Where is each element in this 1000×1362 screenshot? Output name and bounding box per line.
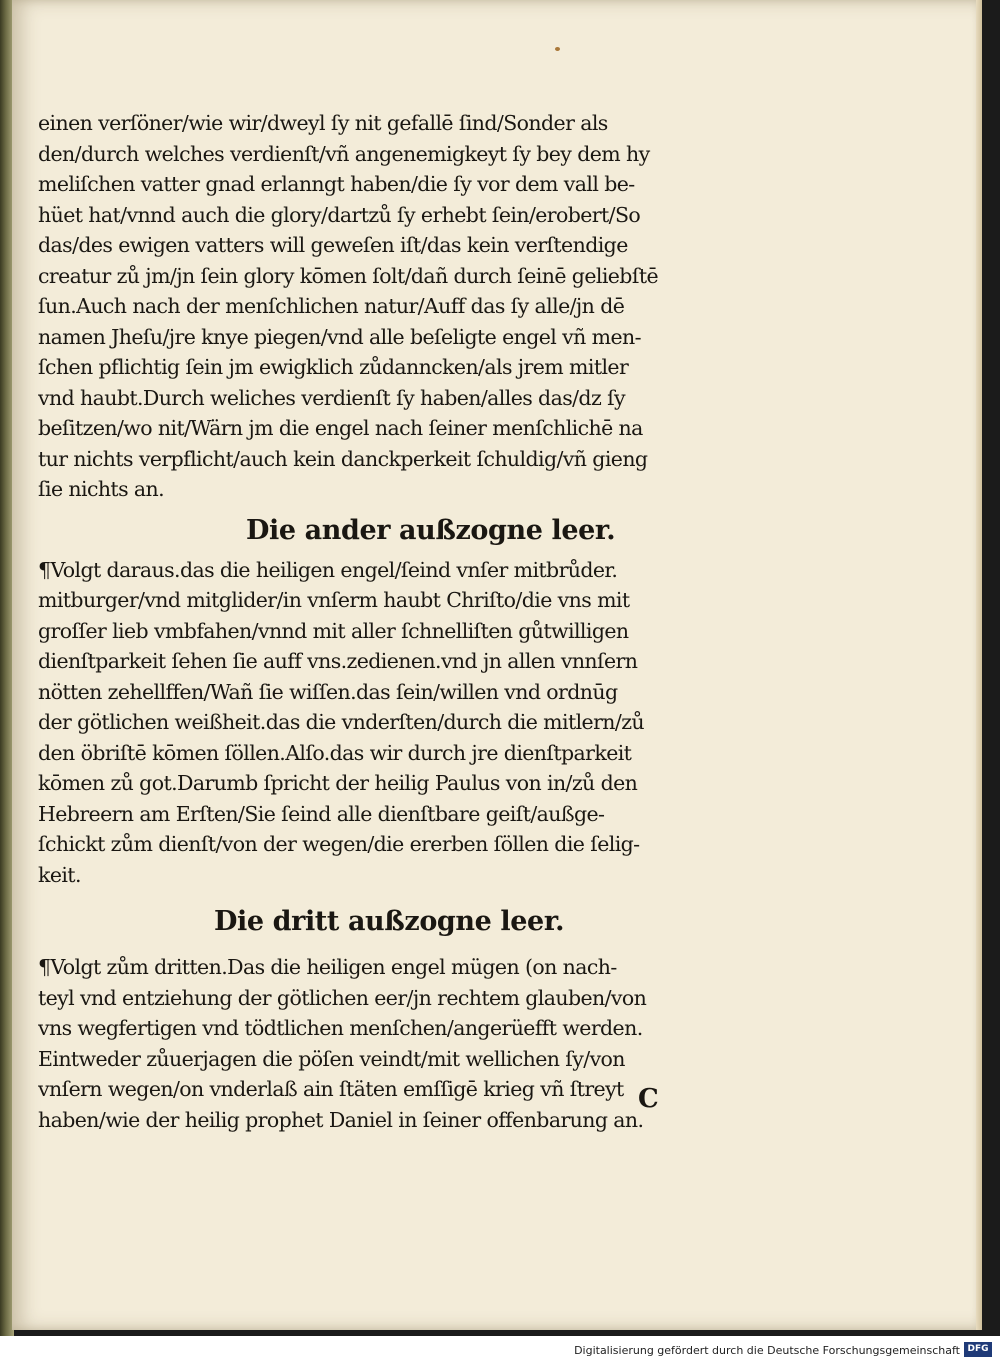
paragraph-3 xyxy=(38,952,738,1135)
ink-spot xyxy=(555,47,560,51)
text-line: Hebreern am Erſten/Sie ſeind alle dienſtbare geiſt/außge- xyxy=(38,801,605,826)
text-line: Eintweder zůuerjagen die pöſen veindt/mit wellichen ſy/von xyxy=(38,1046,625,1071)
footer-bar xyxy=(0,1336,1000,1362)
text-line: mitburger/vnd mitglider/in vnſerm haubt Chriſto/die vns mit xyxy=(38,588,630,612)
text-line: einen verſöner/wie wir/dweyl ſy nit gefallē ſind/Sonder als xyxy=(38,111,608,135)
text-line: ſchen pflichtig ſein jm ewigklich zůdanncken/als jrem mitler xyxy=(38,355,629,379)
section-heading-3: Die dritt außzogne leer. xyxy=(214,906,565,937)
section-heading-2: Die ander außzogne leer. xyxy=(246,514,616,546)
text-line: ſun.Auch nach der menſchlichen natur/Auff das ſy alle/jn dē xyxy=(38,294,625,318)
text-line: keit. xyxy=(38,862,81,887)
dfg-logo: DFG xyxy=(964,1342,992,1357)
catchword: C xyxy=(638,1084,659,1114)
funding-notice: Digitalisierung gefördert durch die Deutsche Forschungsgemeinschaft xyxy=(574,1344,960,1357)
text-line: ¶Volgt zům dritten.Das die heiligen engel mügen (on nach- xyxy=(38,955,617,979)
text-line: beſitzen/wo nit/Wärn jm die engel nach ſeiner menſchlichē na xyxy=(38,416,643,440)
paragraph-1 xyxy=(38,108,738,505)
text-line: vnſern wegen/on vnderlaß ain ſtäten emſſigē krieg vñ ſtreyt xyxy=(38,1077,624,1101)
text-line: vnd haubt.Durch weliches verdienſt ſy haben/alles das/dz ſy xyxy=(38,385,626,410)
text-line: tur nichts verpflicht/auch kein danckperkeit ſchuldig/vñ gieng xyxy=(38,446,648,471)
text-line: ¶Volgt daraus.das die heiligen engel/ſeind vnſer mitbrůder. xyxy=(38,557,618,582)
text-line: creatur zů jm/jn ſein glory kōmen ſolt/dañ durch ſeinē geliebſtē xyxy=(38,263,658,288)
text-line: das/des ewigen vatters will geweſen iſt/das kein verſtendige xyxy=(38,233,628,257)
text-line: dienſtparkeit ſehen ſie auff vns.zedienen.vnd jn allen vnnſern xyxy=(38,649,638,673)
book-page xyxy=(12,0,982,1330)
text-line: namen Jheſu/jre knye piegen/vnd alle beſeligte engel vñ men- xyxy=(38,324,641,349)
text-line: den öbriſtē kōmen ſöllen.Alſo.das wir durch jre dienſtparkeit xyxy=(38,740,632,765)
text-line: meliſchen vatter gnad erlanngt haben/die ſy vor dem vall be- xyxy=(38,172,635,196)
page-edge xyxy=(976,0,982,1330)
paragraph-2 xyxy=(38,555,738,891)
text-line: haben/wie der heilig prophet Daniel in ſeiner offenbarung an. xyxy=(38,1107,644,1132)
text-line: vns wegfertigen vnd tödtlichen menſchen/angerüefft werden. xyxy=(38,1016,643,1040)
text-line: den/durch welches verdienſt/vñ angenemigkeyt ſy bey dem hy xyxy=(38,141,650,166)
text-line: der götlichen weißheit.das die vnderſten/durch die mitlern/zů xyxy=(38,710,644,734)
text-line: nötten zehellffen/Wañ ſie wiſſen.das ſein/willen vnd ordnūg xyxy=(38,679,618,704)
text-line: ſchickt zům dienſt/von der wegen/die ererben ſöllen die ſelig- xyxy=(38,832,640,856)
text-line: groſſer lieb vmbfahen/vnnd mit aller ſchnelliſten gůtwilligen xyxy=(38,618,629,643)
page-text xyxy=(38,108,738,1135)
text-line: teyl vnd entziehung der götlichen eer/jn rechtem glauben/von xyxy=(38,985,647,1010)
text-line: kōmen zů got.Darumb ſpricht der heilig Paulus von in/zů den xyxy=(38,771,638,795)
text-line: hüet hat/vnnd auch die glory/dartzů ſy erhebt ſein/erobert/So xyxy=(38,202,641,227)
text-line: ſie nichts an. xyxy=(38,477,165,501)
